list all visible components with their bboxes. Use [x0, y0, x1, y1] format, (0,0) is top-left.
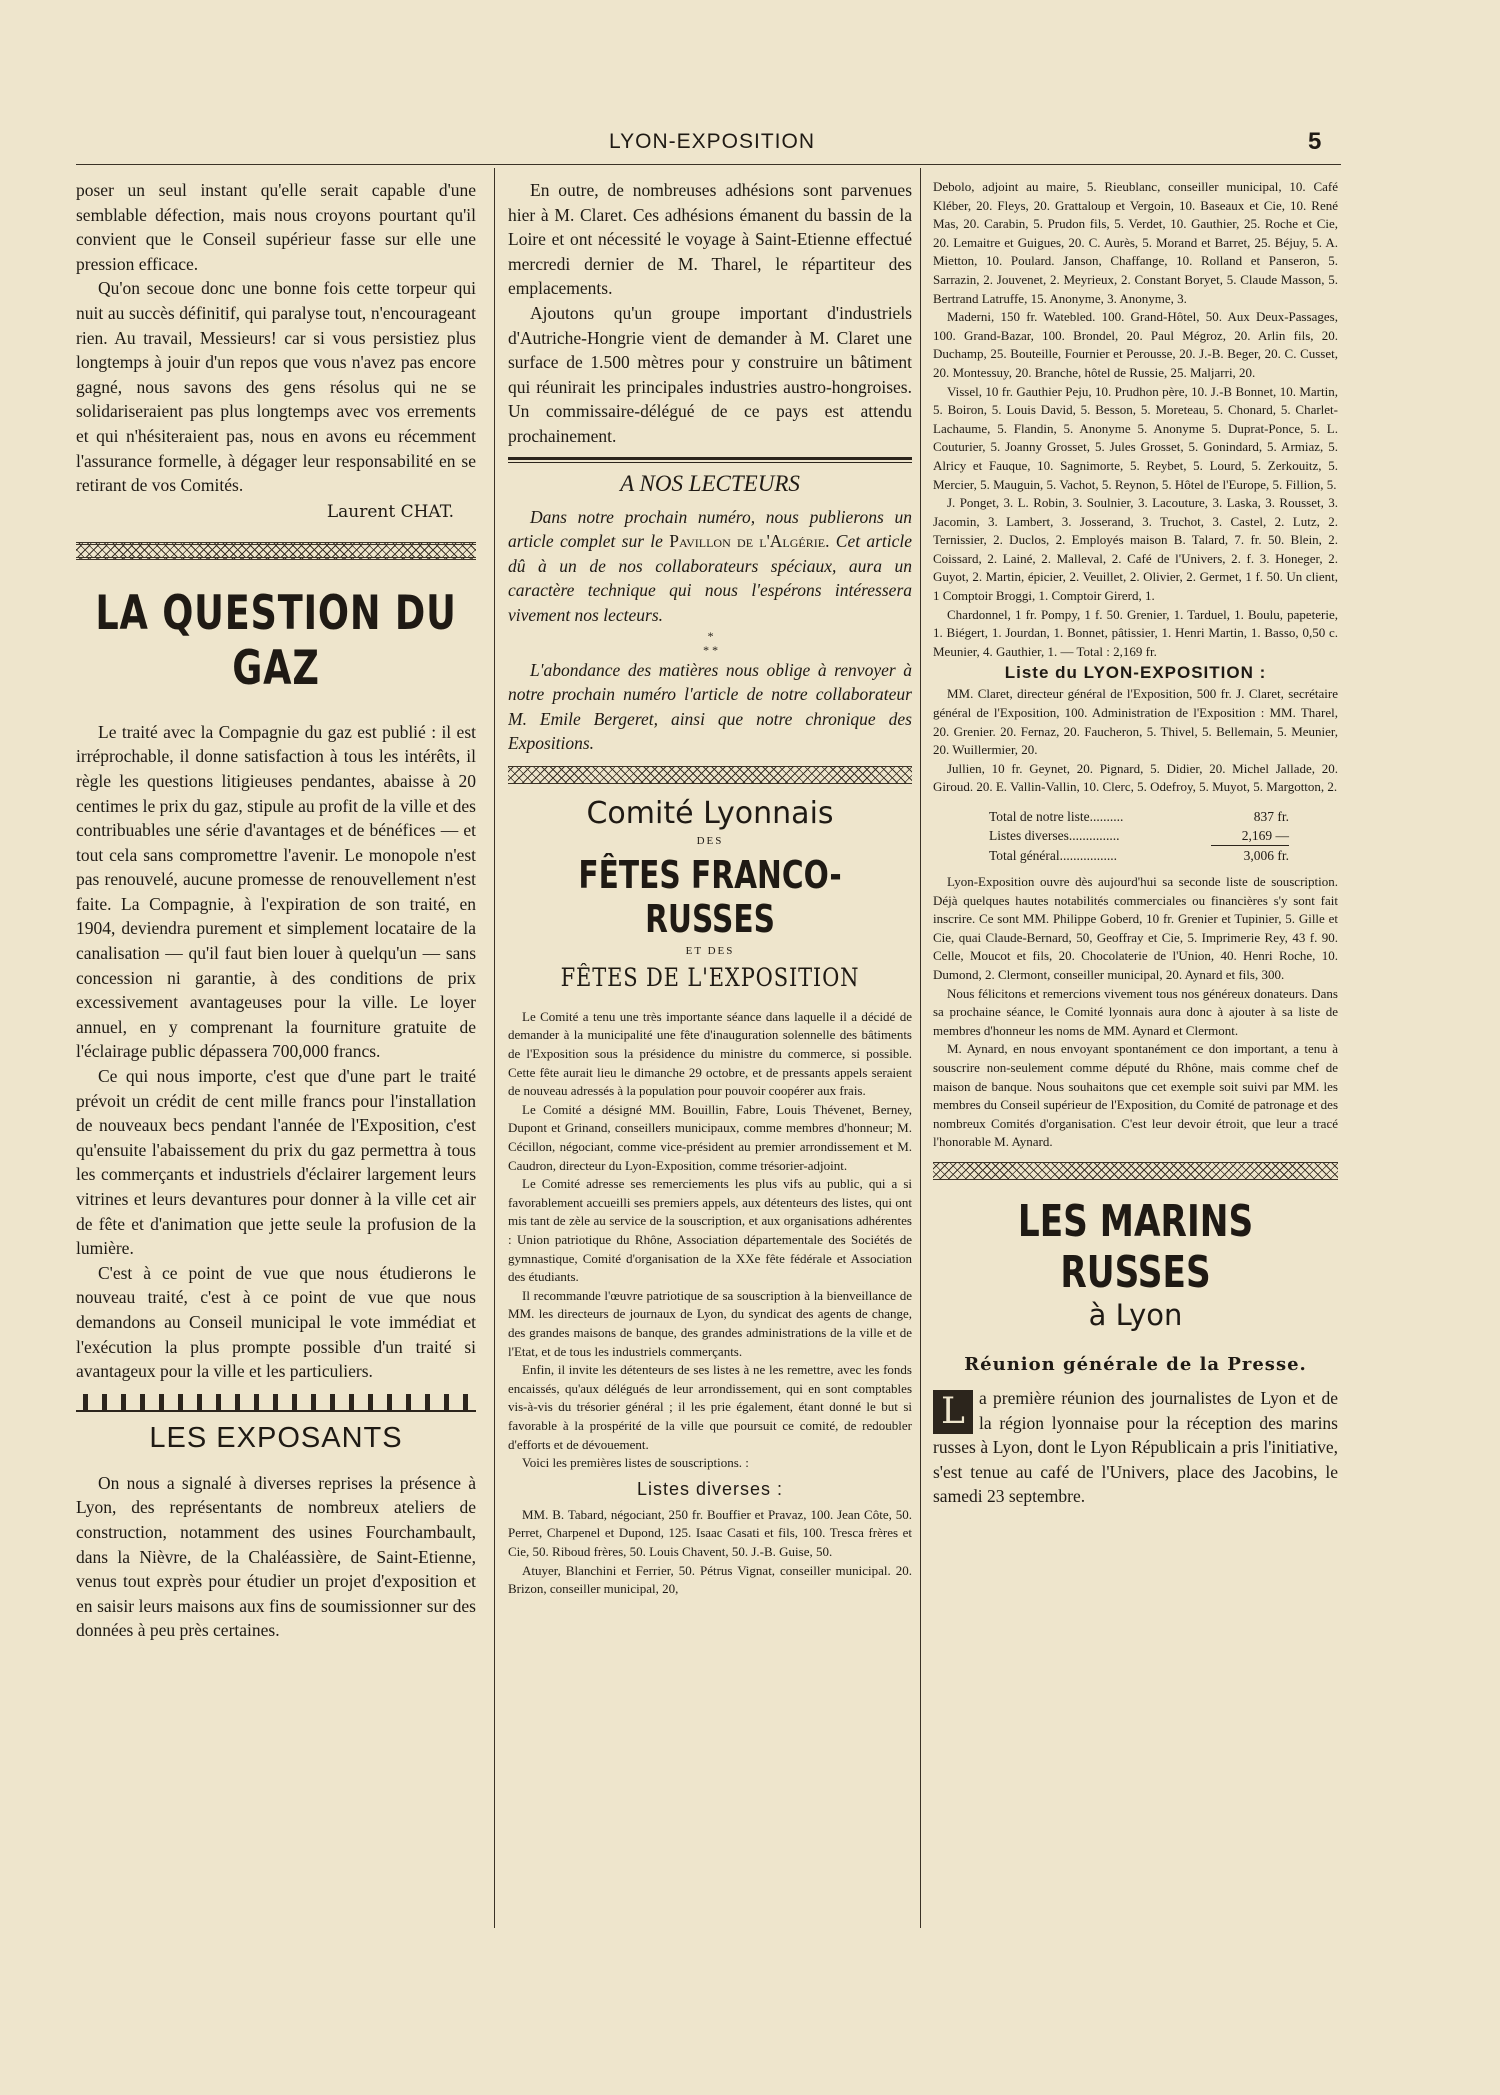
headline-exposants: LES EXPOSANTS — [149, 1421, 403, 1454]
subhead-reunion-presse: Réunion générale de la Presse. — [964, 1353, 1307, 1375]
article-gaz — [76, 720, 476, 1384]
article-comite — [508, 1008, 912, 1473]
table-row — [989, 826, 1289, 846]
paragraph: Atuyer, Blanchini et Ferrier, 50. Pétrus Vignat, conseiller municipal. 20. Brizon, conseiller municipal, 20, — [508, 1562, 912, 1597]
ornamental-divider — [933, 1162, 1338, 1180]
list-lyon-exposition — [933, 685, 1338, 797]
paragraph: Jullien, 10 fr. Geynet, 20. Pignard, 5. Didier, 20. Michel Jallade, 20. Giroud. 20. E. Vallin-Vallin, 10. Clerc, 5. Odefroy, 5. Muyot, 5. Margotton, 2. — [933, 760, 1338, 795]
paragraph: On nous a signalé à diverses reprises la présence à Lyon, des représentants de nombreux ateliers de construction, notamment des usines Fourchambault, dans la Nièvre, de la Chaléassière, de Saint-Etienne, venus tout exprès pour étudier un projet d'exposition et en saisir leurs maisons aux fins de soumissionner sur des données à peu près certaines. — [76, 1472, 476, 1641]
drop-cap: L — [933, 1390, 973, 1434]
column-divider — [494, 168, 495, 1928]
paragraph: Vissel, 10 fr. Gauthier Peju, 10. Prudhon père, 10. J.-B Bonnet, 10. Martin, 5. Boiron, 5. Louis David, 5. Besson, 5. Moreteau, 5. Chonard, 5. Charlet-Lachaume, 5. Flandin, 5. Anonyme 5. Anonyme 5. Duprat-Ponce, 5. L. Couturier, 5. Joanny Grosset, 5. Jules Grosset, 5. Gonindard, 5. Armiaz, 5. Alricy et Fauque, 10. Sagnimorte, 5. Reybet, 5. Lourd, 5. Zerkouitz, 5. Mercier, 5. Mauguin, 5. Vachot, 5. Reynon, 5. Hôtel de l'Europe, 5. Fillion, 5. — [933, 383, 1338, 492]
paragraph: Voici les premières listes de souscriptions. : — [522, 1455, 749, 1471]
paragraph: MM. Claret, directeur général de l'Exposition, 500 fr. J. Claret, secrétaire général de l'Exposition, 100. Administration de l'Exposition : MM. Tharel, 20. Grenier. 20. Fernaz, 20. Faucheron, 5. Thivel, 5. Bellemain, 5. Meunier, 20. Wuillermier, 20. — [933, 686, 1338, 758]
paragraph: J. Ponget, 3. L. Robin, 3. Soulnier, 3. Lacouture, 3. Laska, 3. Rousset, 3. Jacomin, 3. Lambert, 3. Josserand, 3. Truchot, 3. Castel, 2. Lutz, 2. Ternissier, 2. Duclos, 2. Employés maison B. Talard, 7. fr. 50. Blein, 2. Coissard, 2. Lainé, 2. Malleval, 2. Café de l'Univers, 2. f. 3. Honeger, 2. Guyot, 2. Martin, épicier, 2. Veuillet, 2. Olivier, 2. Germet, 1 f. 50. Un client, 1 Comptoir Broggi, 1. Comptoir Girerd, 1. — [933, 495, 1338, 604]
paragraph: Ce qui nous importe, c'est que d'une part le traité prévoit un crédit de cent mille francs pour l'installation de nouveaux becs pendant l'année de l'Exposition, c'est qu'ensuite l'abaissement du prix du gaz permettra à tous les commerçants et industriels d'éclairer largement leurs vitrines et leurs devantures pour donner à la ville cet air de fête et d'animation que jette seule la profusion de la lumière. — [76, 1066, 476, 1259]
paragraph — [508, 505, 912, 628]
totals-table — [989, 807, 1289, 865]
subhead-liste-lyon-exposition: Liste du LYON-EXPOSITION : — [1004, 663, 1267, 683]
text-run: a première réunion des journalistes de Lyon et de la région lyonnaise pour la réception des marins russes à Lyon, dont le Lyon Républicain a pris l'initiative, s'est tenue au café de l'Univers, place des Jacobins, le samedi 23 septembre. — [933, 1387, 1338, 1507]
asterism: * — [707, 628, 713, 643]
total-label: Total de notre liste.......... — [989, 809, 1124, 824]
author-signature: Laurent CHAT. — [326, 501, 454, 522]
total-label: Total général................. — [989, 847, 1118, 863]
paragraph: L'abondance des matières nous oblige à renvoyer à notre prochain numéro l'article de notre collaborateur M. Emile Bergeret, ainsi que notre chronique des Expositions. — [508, 659, 912, 754]
paragraph: C'est à ce point de vue que nous étudierons le nouveau traité, c'est à ce point de vue que nous demandons au Conseil municipal le vote immédiat et l'exécution la plus prompte possible d'un traité si avantageux pour la ville et les particuliers. — [76, 1262, 476, 1382]
article-exposants — [76, 1471, 476, 1643]
paragraph: Qu'on secoue donc une bonne fois cette torpeur qui nuit au succès définitif, qui paralyse tout, n'encourageant rien. Au travail, Messieurs! car si vous persistiez plus longtemps à jouir d'un repos que vous n'avez pas encore gagné, nous savons des gens résolus qui ne se solidariseraient pas plus longtemps avec vos errements et qui n'hésiteraient pas, nous en avons eu récemment l'assurance formelle, à dégager leur responsabilité en se retirant de vos Comités. — [76, 278, 476, 496]
paragraph: Le Comité a désigné MM. Bouillin, Fabre, Louis Thévenet, Berney, Dupont et Grinand, conseillers municipaux, comme membres d'honneur; M. Cécillon, négociant, comme vice-président au premier arrondissement et M. Caudron, directeur du Lyon-Exposition, comme trésorier-adjoint. — [508, 1101, 912, 1173]
paragraph: Enfin, il invite les détenteurs de ses listes à ne les remettre, avec les fonds encaissés, qu'aux délégués de leur arrondissement, qui en sont comptables vis-à-vis du trésorier général ; il les prie également, étant donné le but si favorable à la prospérité de la ville que poursuit ce comité, de redoubler d'efforts et de dévouement. — [508, 1362, 912, 1452]
ornamental-divider — [76, 542, 476, 560]
column-2 — [508, 178, 912, 1928]
list-souscriptions — [508, 1506, 912, 1599]
asterism: * * — [702, 642, 718, 657]
notice-lecteurs — [508, 505, 912, 756]
table-row — [989, 846, 1289, 866]
total-label: Listes diverses............... — [989, 828, 1120, 844]
headline-comite-lyonnais: Comité Lyonnais — [586, 795, 834, 831]
paragraph: Le Comité adresse ses remerciements les plus vifs au public, qui a si favorablement accueilli ses premiers appels, aux détenteurs des listes, qui ont mis tant de zèle au service de la souscription, et aux organisations adhérentes : Union patriotique du Rhône, Association départementale des Sociétés de gymnastique, Comité d'organisation de la XXe fête fédérale et Association des étudiants. — [508, 1176, 912, 1285]
headline-fetes-franco-russes: FÊTES FRANCO-RUSSES — [578, 852, 842, 941]
ornamental-divider — [508, 766, 912, 784]
headline-a-nos-lecteurs: A NOS LECTEURS — [620, 470, 800, 496]
column-divider — [920, 168, 921, 1928]
page-number: 5 — [1308, 128, 1322, 155]
subhead-listes-diverses: Listes diverses : — [636, 1478, 784, 1499]
total-value: 3,006 fr. — [1243, 848, 1289, 863]
headline-connector: ET DES — [685, 944, 735, 957]
column-1 — [76, 178, 476, 1928]
paragraph: Le Comité a tenu une très importante séance dans laquelle il a décidé de demander à la municipalité une fête d'inauguration solennelle des bâtiments de l'Exposition sous la présidence du ministre du commerce, si possible. Cette fête aurait lieu le dimanche 29 octobre, et de pressants appels seraient de nouveau adressés à la population pour pouvoir coopérer aux frais. — [508, 1008, 912, 1099]
paragraph: Le traité avec la Compagnie du gaz est publié : il est irréprochable, il donne satisfaction à tous les intérêts, il règle les questions litigieuses pendantes, abaisse à 20 centimes le prix du gaz, stipule au profit de la ville et des contribuables une série d'avantages et de bénéfices — et tout cela sans compromettre l'avenir. Le monopole n'est pas renouvelé, aucune promesse de renouvellement n'est faite. La Compagnie, à l'expiration de son traité, en 1904, deviendra purement et simplement locataire de la canalisation — qu'il faut bien louer à quelqu'un — sans concession ni garantie, à des conditions de prix excessivement avantageuses pour la ville. Le loyer annuel, en y comprenant la fourniture gratuite de l'éclairage public dépassera 700,000 francs. — [76, 721, 476, 1062]
article-chat — [76, 178, 476, 498]
ornamental-divider — [76, 1394, 476, 1412]
article-souscription-lyon — [933, 873, 1338, 1152]
column-3 — [933, 178, 1338, 1928]
headline-a-lyon: à Lyon — [1088, 1297, 1183, 1332]
article-reunion — [933, 1386, 1338, 1509]
paragraph — [933, 1386, 1338, 1509]
paragraph: M. Aynard, en nous envoyant spontanément ce don important, a tenu à souscrire non-seulement comme député du Rhône, mais comme chef de maison de banque. Nous souhaitons que cet exemple soit suivi par MM. les membres du Conseil supérieur de l'Exposition, du Comité de patronage et des nombreux Comités d'organisation. C'est leur devoir étroit, que leur a tracé l'honorable M. Aynard. — [933, 1041, 1338, 1150]
newspaper-title: LYON-EXPOSITION — [609, 130, 815, 153]
header-rule — [76, 164, 1341, 165]
text-run: Cet article dû à un de nos collaborateurs spéciaux, aura un caractère technique qui nous l'espérons intéressera vivement nos lecteurs. — [508, 531, 912, 625]
total-value: 837 fr. — [1253, 809, 1289, 824]
paragraph: En outre, de nombreuses adhésions sont parvenues hier à M. Claret. Ces adhésions émanent du bassin de la Loire et ont nécessité le voyage à Saint-Etienne effectué mercredi dernier de M. Tharel, le répartiteur des emplacements. — [508, 180, 912, 299]
total-value: 2,169 — — [1211, 826, 1289, 846]
paragraph: Maderni, 150 fr. Watebled. 100. Grand-Hôtel, 50. Aux Deux-Passages, 100. Grand-Bazar, 100. Brondel, 20. Paul Mégroz, 20. Arlin fils, 20. Duchamp, 25. Bouteille, Fournier et Perousse, 20. J.-B. Beger, 20. C. Cusset, 20. Montessuy, 20. Branche, hôtel de Russie, 25. Maljarri, 20. — [933, 309, 1338, 380]
text-run: Pavillon de l'Algérie. — [669, 531, 830, 552]
headline-connector: DES — [696, 834, 724, 847]
text-run: Dans notre prochain numéro, nous publierons un article complet sur le — [508, 506, 912, 552]
table-row — [989, 807, 1289, 826]
headline-question-du-gaz: LA QUESTION DU GAZ — [95, 585, 457, 696]
paragraph: Nous félicitons et remercions vivement tous nos généreux donateurs. Dans sa prochaine séance, le Comité lyonnais aura donc à ajouter à sa liste de membres d'honneur les noms de MM. Aynard et Clermont. — [933, 985, 1338, 1038]
paragraph: Ajoutons qu'un groupe important d'industriels d'Autriche-Hongrie vient de demander à M. Claret une surface de 1.500 mètres pour y construire un bâtiment qui réunirait les principales industries austro-hongroises. Un commissaire-délégué de ce pays est attendu prochainement. — [508, 302, 912, 446]
paragraph: poser un seul instant qu'elle serait capable d'une semblable défection, mais nous croyons pourtant qu'il convient que le Conseil supérieur fasse sur elle une pression efficace. — [76, 180, 476, 274]
paragraph: MM. B. Tabard, négociant, 250 fr. Bouffier et Pravaz, 100. Jean Côte, 50. Perret, Charpenel et Dupond, 125. Isaac Casati et fils, 100. Tresca frères et Cie, 50. Riboud frères, 50. Louis Chavent, 50. J.-B. Guise, 50. — [508, 1506, 912, 1559]
section-rule — [508, 457, 912, 463]
headline-marins-russes: LES MARINS RUSSES — [1017, 1195, 1254, 1298]
paragraph: Lyon-Exposition ouvre dès aujourd'hui sa seconde liste de souscription. Déjà quelques hautes notabilités commerciales ou financières s'y sont fait inscrire. Ce sont MM. Philippe Goberd, 10 fr. Grenier et Tupinier, 5. Gille et Cie, quai Claude-Bernard, 50, Geoffray et Cie, 5. Imprimerie Rey, 43 f. 90. Celle, Moucot et fils, 20. Chocolaterie de l'Union, 40. Henri Roche, 10. Dumond, 2. Clermont, conseiller municipal, 20. Aynard et fils, 300. — [933, 874, 1338, 982]
headline-fetes-exposition: FÊTES DE L'EXPOSITION — [560, 962, 860, 992]
paragraph: Debolo, adjoint au maire, 5. Rieublanc, conseiller municipal, 10. Café Kléber, 20. Fleys, 20. Grattaloup et Vergoin, 10. Baseaux et Cie, 10. René Mas, 20. Carabin, 5. Prudon fils, 5. Verdet, 10. Gauthier, 25. Roche et Cie, 20. Lemaitre et Guigues, 20. C. Aurès, 5. Morand et Barret, 25. Béjuy, 5. A. Mietton, 10. Poulard. Janson, Chaffange, 10. Rolland et Panseron, 5. Sarrazin, 2. Jouvenet, 2. Meyrieux, 2. Constant Boryet, 5. Claude Masson, 5. Bertrand Latruffe, 15. Anonyme, 3. Anonyme, 3. — [933, 179, 1338, 306]
list-souscriptions-cont — [933, 178, 1338, 661]
paragraph: Chardonnel, 1 fr. Pompy, 1 f. 50. Grenier, 1. Tarduel, 1. Boulu, papeterie, 1. Biégert, 1. Jourdan, 1. Bonnet, pâtissier, 1. Henri Martin, 1. Basso, 0,50 c. Meunier, 4. Gauthier, 1. — Total : 2,169 fr. — [933, 606, 1338, 659]
article-adhesions — [508, 178, 912, 449]
paragraph: Il recommande l'œuvre patriotique de sa souscription à la bienveillance de MM. les directeurs de journaux de Lyon, du syndicat des agents de change, des grandes maisons de banque, des grandes administrations de la ville et de l'Etat, et de tous les industriels commerçants. — [508, 1287, 912, 1359]
